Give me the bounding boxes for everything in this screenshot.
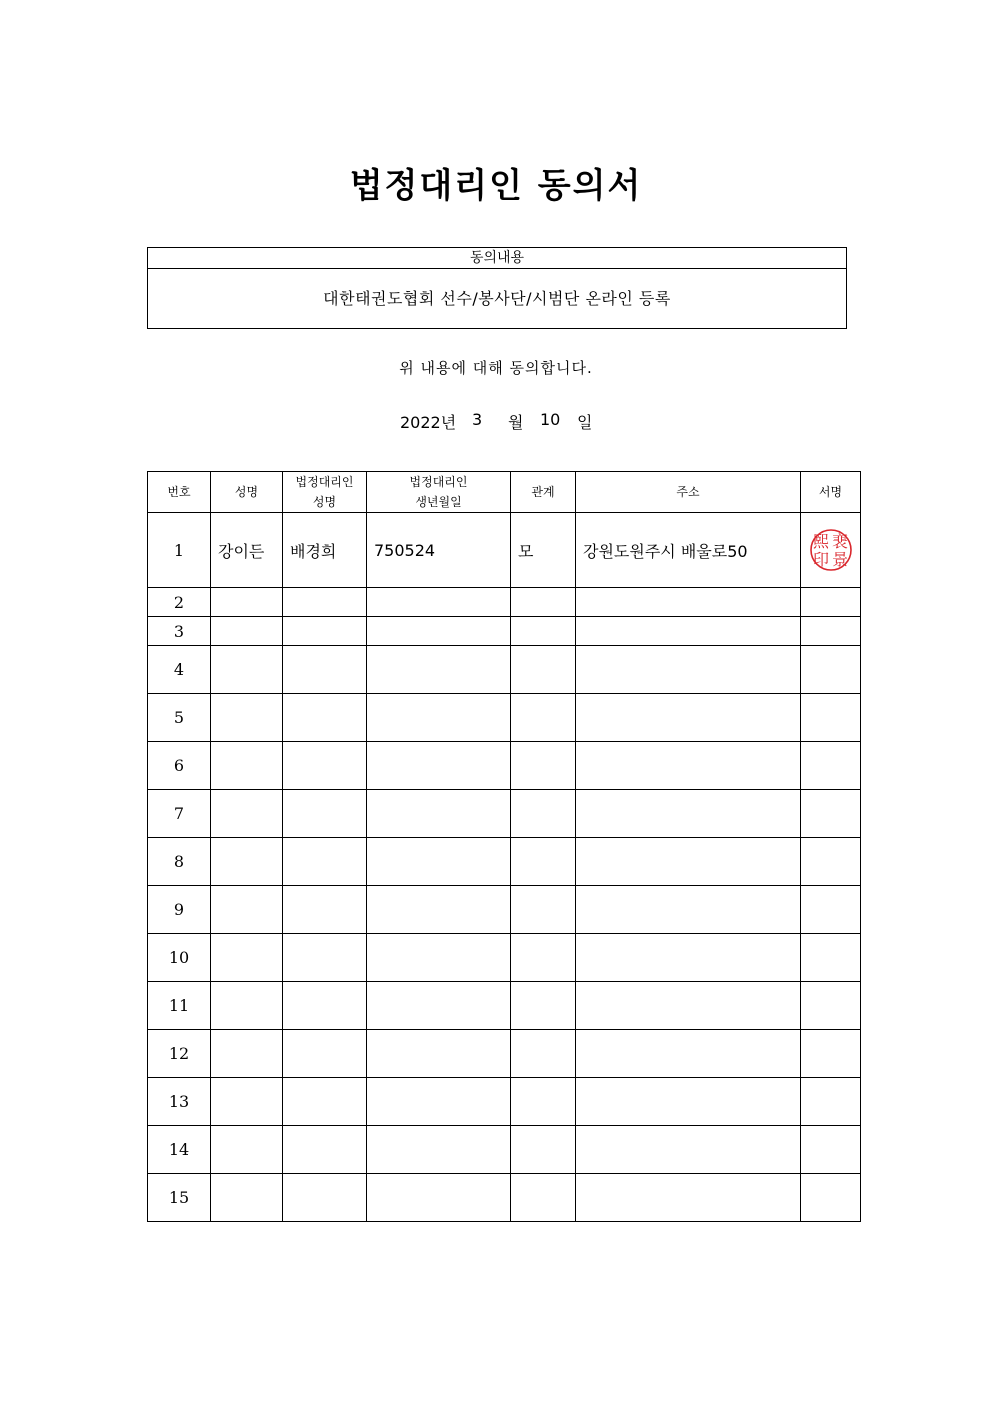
row-relation xyxy=(511,617,576,646)
row-guardian-name xyxy=(283,1078,367,1126)
table-header-row xyxy=(148,472,861,513)
row-guardian-birth xyxy=(367,742,511,790)
row-name xyxy=(211,1174,283,1222)
row-name xyxy=(211,588,283,617)
row-signature xyxy=(801,838,861,886)
row-relation xyxy=(511,1078,576,1126)
row-signature xyxy=(801,588,861,617)
row-guardian-name xyxy=(283,790,367,838)
row-guardian-birth xyxy=(367,1126,511,1174)
table-row xyxy=(148,1126,861,1174)
row-address xyxy=(576,934,801,982)
row-relation xyxy=(511,1030,576,1078)
row-signature xyxy=(801,513,861,588)
row-guardian-birth xyxy=(367,617,511,646)
row-name xyxy=(211,886,283,934)
row-guardian-name xyxy=(283,617,367,646)
row-guardian-name xyxy=(283,588,367,617)
row-signature xyxy=(801,1030,861,1078)
row-relation xyxy=(511,742,576,790)
header-guardian-name-line1: 법정대리인 xyxy=(295,475,354,489)
table-row xyxy=(148,513,861,588)
seal-char-2: 景 xyxy=(831,550,848,569)
row-signature xyxy=(801,617,861,646)
row-guardian-name xyxy=(283,1030,367,1078)
row-address xyxy=(576,790,801,838)
row-guardian-birth xyxy=(367,790,511,838)
row-address xyxy=(576,1174,801,1222)
row-address: 강원도원주시 배울로50 xyxy=(576,513,801,588)
row-guardian-birth xyxy=(367,886,511,934)
row-address xyxy=(576,982,801,1030)
row-signature xyxy=(801,886,861,934)
header-guardian-name xyxy=(283,472,367,513)
row-address xyxy=(576,742,801,790)
row-signature xyxy=(801,790,861,838)
row-guardian-birth: 750524 xyxy=(367,513,511,588)
row-guardian-birth xyxy=(367,934,511,982)
date-year: 2022년 xyxy=(400,413,457,432)
row-relation xyxy=(511,886,576,934)
header-signature: 서명 xyxy=(801,472,861,513)
row-guardian-name xyxy=(283,646,367,694)
row-no: 10 xyxy=(148,934,211,982)
row-name xyxy=(211,617,283,646)
consent-header: 동의내용 xyxy=(148,248,846,269)
date-day-label: 일 xyxy=(577,413,593,432)
row-name xyxy=(211,934,283,982)
row-name xyxy=(211,1126,283,1174)
table-row xyxy=(148,790,861,838)
header-no: 번호 xyxy=(148,472,211,513)
document-title: 법정대리인 동의서 xyxy=(349,166,643,206)
row-no: 11 xyxy=(148,982,211,1030)
row-no: 7 xyxy=(148,790,211,838)
row-guardian-name xyxy=(283,838,367,886)
row-address xyxy=(576,1078,801,1126)
row-relation xyxy=(511,1174,576,1222)
row-name: 강이든 xyxy=(211,513,283,588)
row-no: 3 xyxy=(148,617,211,646)
row-guardian-name xyxy=(283,742,367,790)
row-no: 1 xyxy=(148,513,211,588)
row-relation xyxy=(511,838,576,886)
row-relation xyxy=(511,588,576,617)
row-address xyxy=(576,617,801,646)
row-relation xyxy=(511,1126,576,1174)
agreement-statement: 위 내용에 대해 동의합니다. xyxy=(399,359,593,377)
row-signature xyxy=(801,1078,861,1126)
seal-char-1: 裵 xyxy=(831,532,848,551)
date-month-label: 월 xyxy=(508,413,524,432)
row-no: 15 xyxy=(148,1174,211,1222)
table-row xyxy=(148,694,861,742)
row-guardian-birth xyxy=(367,1030,511,1078)
row-name xyxy=(211,982,283,1030)
row-relation xyxy=(511,646,576,694)
row-relation xyxy=(511,694,576,742)
header-relation: 관계 xyxy=(511,472,576,513)
row-signature xyxy=(801,1126,861,1174)
table-row xyxy=(148,1078,861,1126)
row-guardian-name xyxy=(283,1174,367,1222)
row-no: 9 xyxy=(148,886,211,934)
table-row xyxy=(148,617,861,646)
row-guardian-name xyxy=(283,886,367,934)
row-guardian-name xyxy=(283,934,367,982)
row-guardian-name: 배경희 xyxy=(283,513,367,588)
consent-text: 대한태권도협회 선수/봉사단/시범단 온라인 등록 xyxy=(323,289,671,308)
date-month-value: 3 xyxy=(472,410,483,429)
table-row xyxy=(148,838,861,886)
table-row xyxy=(148,1174,861,1222)
seal-char-3: 熙 xyxy=(812,532,829,551)
row-name xyxy=(211,742,283,790)
row-address xyxy=(576,646,801,694)
row-no: 2 xyxy=(148,588,211,617)
row-no: 6 xyxy=(148,742,211,790)
row-guardian-birth xyxy=(367,1174,511,1222)
row-name xyxy=(211,790,283,838)
row-relation: 모 xyxy=(511,513,576,588)
table-row xyxy=(148,646,861,694)
row-name xyxy=(211,1078,283,1126)
row-guardian-birth xyxy=(367,838,511,886)
row-no: 5 xyxy=(148,694,211,742)
header-name: 성명 xyxy=(211,472,283,513)
row-no: 12 xyxy=(148,1030,211,1078)
row-no: 14 xyxy=(148,1126,211,1174)
header-address: 주소 xyxy=(576,472,801,513)
row-no: 13 xyxy=(148,1078,211,1126)
row-guardian-name xyxy=(283,982,367,1030)
row-guardian-name xyxy=(283,694,367,742)
row-signature xyxy=(801,982,861,1030)
row-signature xyxy=(801,742,861,790)
row-guardian-birth xyxy=(367,982,511,1030)
row-address xyxy=(576,694,801,742)
table-row xyxy=(148,934,861,982)
row-relation xyxy=(511,790,576,838)
row-guardian-name xyxy=(283,1126,367,1174)
row-relation xyxy=(511,982,576,1030)
row-address xyxy=(576,1030,801,1078)
row-address xyxy=(576,886,801,934)
row-name xyxy=(211,694,283,742)
row-name xyxy=(211,1030,283,1078)
consent-box xyxy=(147,247,847,329)
row-signature xyxy=(801,934,861,982)
row-address xyxy=(576,1126,801,1174)
row-address xyxy=(576,838,801,886)
table-row xyxy=(148,886,861,934)
row-address xyxy=(576,588,801,617)
table-row xyxy=(148,588,861,617)
row-signature xyxy=(801,646,861,694)
header-guardian-birth-line2: 생년월일 xyxy=(415,495,462,509)
header-guardian-birth xyxy=(367,472,511,513)
table-row xyxy=(148,982,861,1030)
seal-stamp-icon xyxy=(809,526,853,574)
header-guardian-name-line2: 성명 xyxy=(312,495,337,509)
table-row xyxy=(148,742,861,790)
row-no: 8 xyxy=(148,838,211,886)
row-guardian-birth xyxy=(367,1078,511,1126)
row-signature xyxy=(801,1174,861,1222)
date-day-value: 10 xyxy=(540,410,561,429)
table-row xyxy=(148,1030,861,1078)
row-guardian-birth xyxy=(367,646,511,694)
row-name xyxy=(211,838,283,886)
row-guardian-birth xyxy=(367,694,511,742)
row-relation xyxy=(511,934,576,982)
row-signature xyxy=(801,694,861,742)
header-guardian-birth-line1: 법정대리인 xyxy=(409,475,468,489)
seal-char-4: 印 xyxy=(812,550,829,569)
row-no: 4 xyxy=(148,646,211,694)
registration-table xyxy=(147,471,861,1222)
row-guardian-birth xyxy=(367,588,511,617)
row-name xyxy=(211,646,283,694)
